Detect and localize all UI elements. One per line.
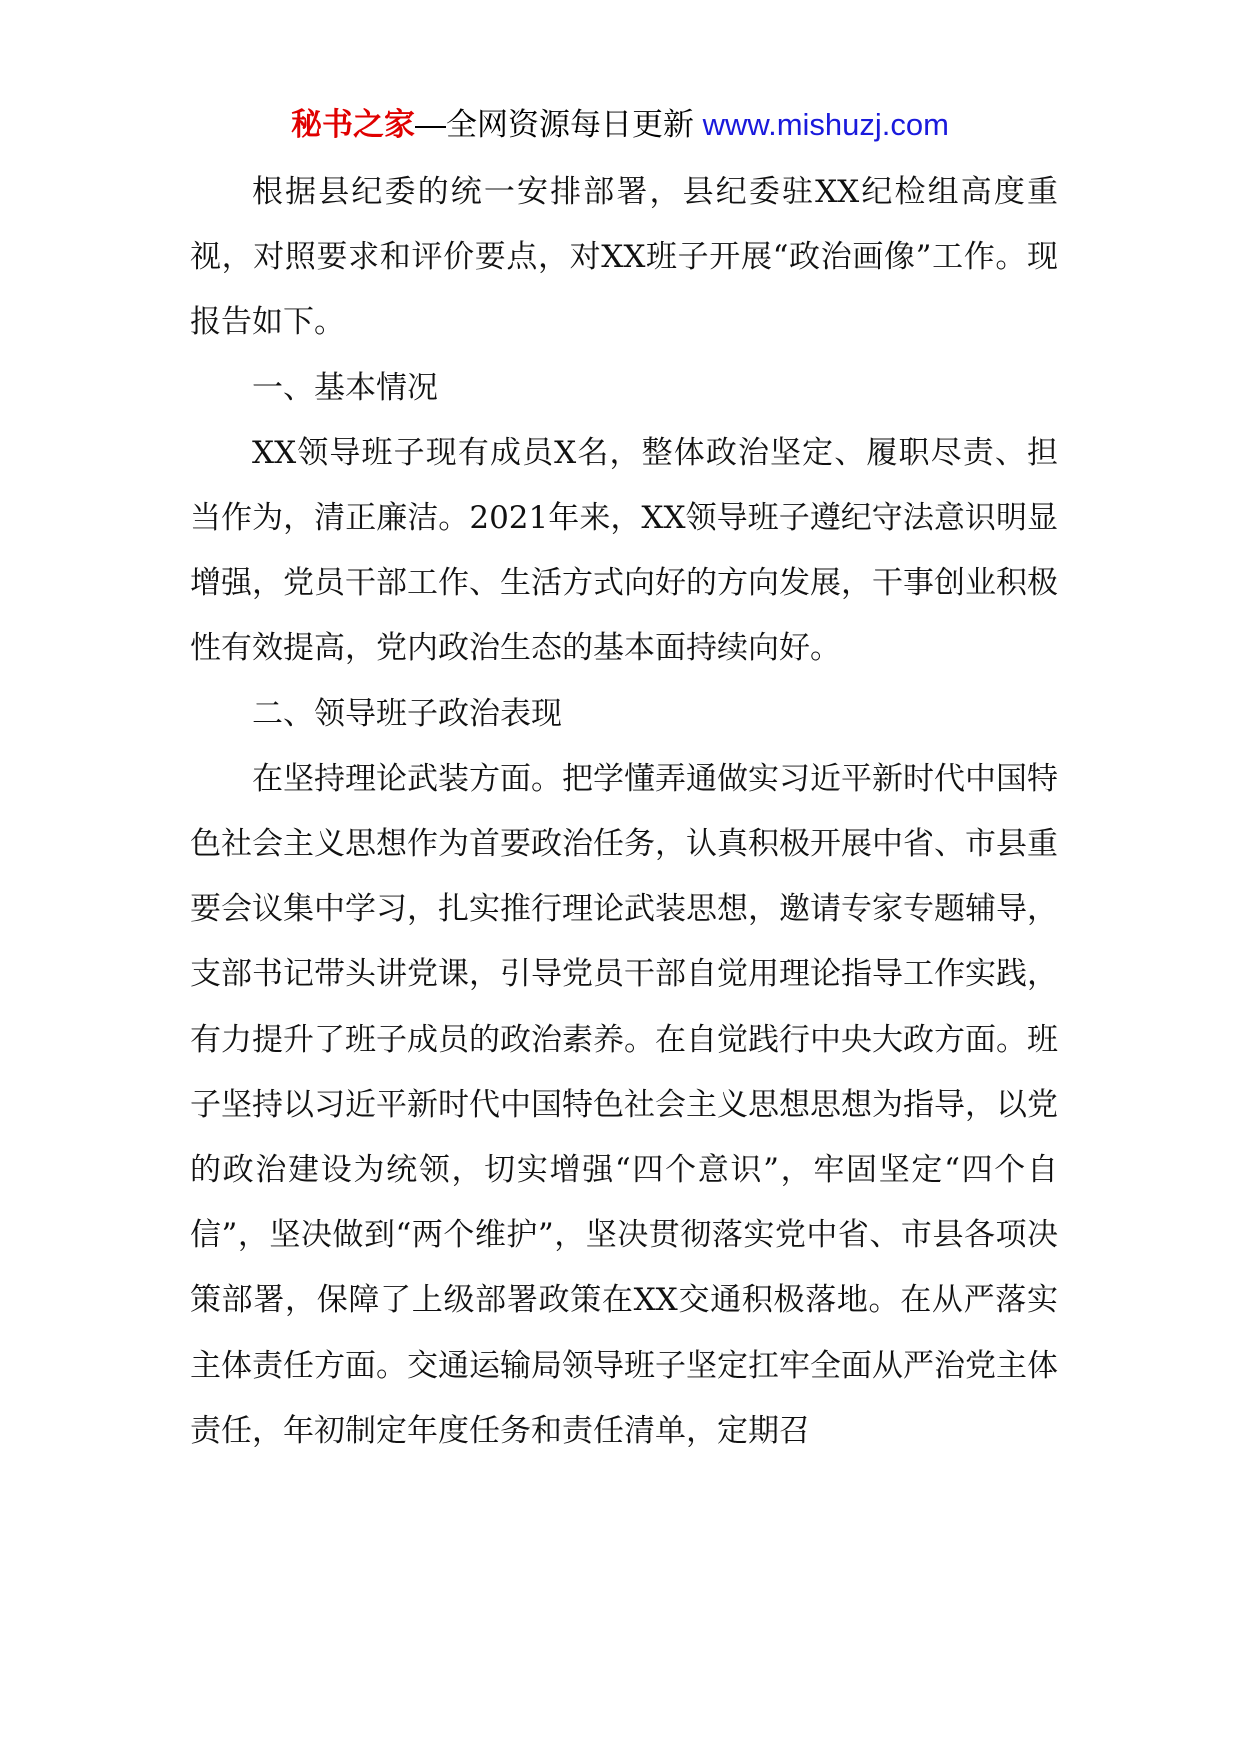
site-tagline: —全网资源每日更新	[415, 107, 695, 142]
site-url-link[interactable]: www.mishuzj.com	[694, 107, 949, 142]
basic-situation-paragraph: XX领导班子现有成员X名，整体政治坚定、履职尽责、担当作为，清正廉洁。2021年来，XX领导班子遵纪守法意识明显增强，党员干部工作、生活方式向好的方向发展，干事创业积极性有效提高，党内政治生态的基本面持续向好。	[190, 434, 1058, 667]
section-heading-basic-situation: 一、基本情况	[252, 369, 438, 406]
political-performance-paragraph: 在坚持理论武装方面。把学懂弄通做实习近平新时代中国特色社会主义思想作为首要政治任务，认真积极开展中省、市县重要会议集中学习，扎实推行理论武装思想，邀请专家专题辅导，支部书记带头讲党课，引导党员干部自觉用理论指导工作实践，有力提升了班子成员的政治素养。在自觉践行中央大政方面。班子坚持以习近平新时代中国特色社会主义思想思想为指导，以党的政治建设为统领，切实增强“四个意识”，牢固坚定“四个自信”，坚决做到“两个维护”，坚决贯彻落实党中省、市县各项决策部署，保障了上级部署政策在XX交通积极落地。在从严落实主体责任方面。交通运输局领导班子坚定扛牢全面从严治党主体责任，年初制定年度任务和责任清单，定期召	[190, 760, 1058, 1449]
intro-paragraph: 根据县纪委的统一安排部署，县纪委驻XX纪检组高度重视，对照要求和评价要点，对XX班子开展“政治画像”工作。现报告如下。	[190, 174, 1058, 341]
section-heading-political-performance: 二、领导班子政治表现	[252, 695, 562, 732]
site-header	[0, 100, 1240, 150]
document-body	[190, 160, 1058, 1464]
site-brand: 秘书之家	[291, 107, 416, 142]
